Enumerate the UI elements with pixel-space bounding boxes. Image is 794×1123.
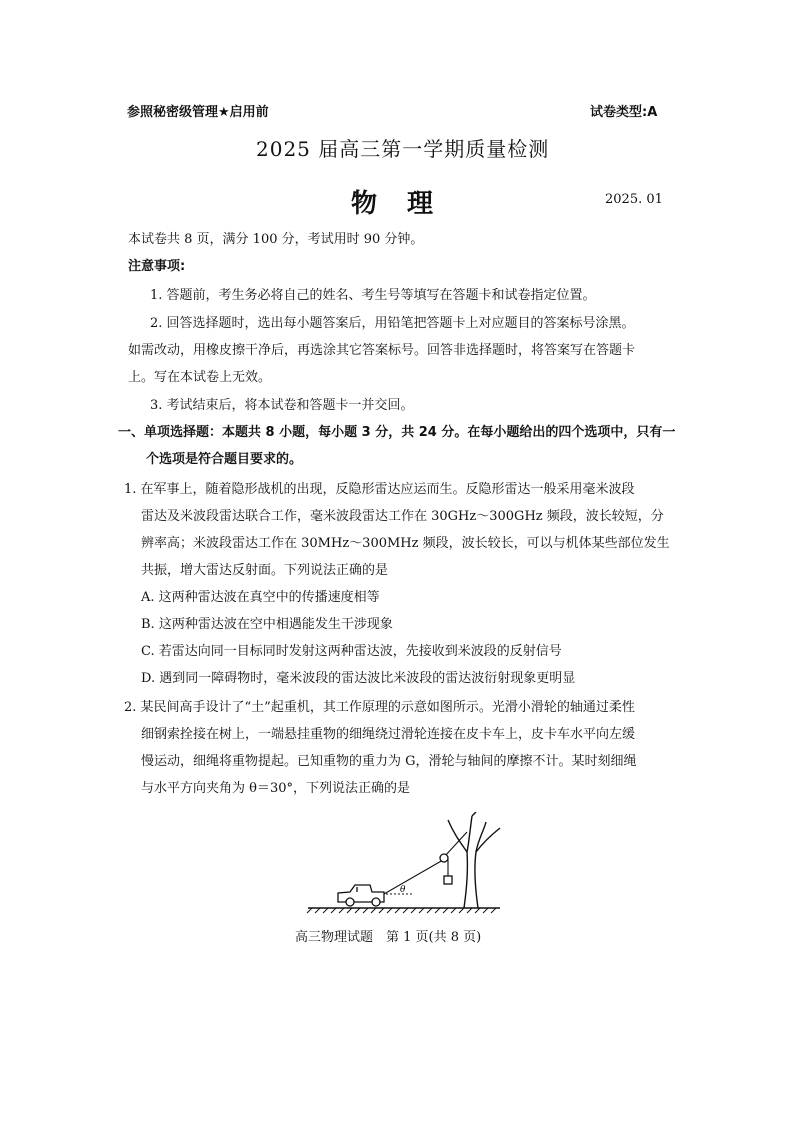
pickup-truck <box>338 885 384 906</box>
q1-option-c: C. 若雷达向同一目标同时发射这两种雷达波，先接收到米波段的反射信号 <box>141 644 562 659</box>
tree <box>448 812 500 908</box>
q1-option-b: B. 这两种雷达波在空中相遇能发生干涉现象 <box>141 617 393 632</box>
q2-line-1: 2. 某民间高手设计了“土”起重机，其工作原理的示意如图所示。光滑小滑轮的轴通过柔性 <box>124 700 635 715</box>
intro-text: 本试卷共 8 页，满分 100 分，考试用时 90 分钟。 <box>128 232 424 247</box>
notes-item-2-line-1: 2. 回答选择题时，选出每小题答案后，用铅笔把答题卡上对应题目的答案标号涂黑。 <box>150 316 635 331</box>
section-1-heading-line-2: 个选项是符合题目要求的。 <box>146 452 303 467</box>
confidentiality-label: 参照秘密级管理★启用前 <box>127 105 269 120</box>
paper-type-label: 试卷类型:A <box>590 105 658 120</box>
pulley <box>440 854 448 862</box>
q1-line-4: 共振，增大雷达反射面。下列说法正确的是 <box>141 563 389 578</box>
notes-item-2-line-3: 上。写在本试卷上无效。 <box>128 370 272 385</box>
ground-hatching <box>307 908 496 913</box>
q1-option-a: A. 这两种雷达波在真空中的传播速度相等 <box>141 590 380 605</box>
notes-heading: 注意事项: <box>128 259 186 274</box>
q1-line-1: 1. 在军事上，随着隐形战机的出现，反隐形雷达应运而生。反隐形雷达一般采用毫米波段 <box>124 482 635 497</box>
exam-title: 2025 届高三第一学期质量检测 <box>256 137 550 161</box>
exam-date: 2025. 01 <box>605 192 663 207</box>
notes-item-1: 1. 答题前，考生务必将自己的姓名、考生号等填写在答题卡和试卷指定位置。 <box>150 288 596 303</box>
crane-figure <box>300 812 510 917</box>
notes-item-3: 3. 考试结束后，将本试卷和答题卡一并交回。 <box>150 398 414 413</box>
q2-line-3: 慢运动，细绳将重物提起。已知重物的重力为 G，滑轮与轴间的摩擦不计。某时刻细绳 <box>141 754 637 769</box>
page-footer: 高三物理试题 第 1 页(共 8 页) <box>295 930 482 945</box>
section-1-heading-line-1: 一、单项选择题：本题共 8 小题，每小题 3 分，共 24 分。在每小题给出的四个选项中，只有一 <box>118 425 676 440</box>
q1-option-d: D. 遇到同一障碍物时，毫米波段的雷达波比米波段的雷达波衍射现象更明显 <box>141 671 576 686</box>
subject-title: 物 理 <box>351 189 436 219</box>
rope-to-truck <box>384 860 443 894</box>
exam-body <box>118 226 688 846</box>
notes-item-2-line-2: 如需改动，用橡皮擦干净后，再选涂其它答案标号。回答非选择题时，将答案写在答题卡 <box>128 343 636 358</box>
theta-label: θ <box>400 885 406 895</box>
weight-block <box>444 876 452 884</box>
q1-line-3: 辨率高；米波段雷达工作在 30MHz～300MHz 频段，波长较长，可以与机体某些部位发生 <box>141 536 670 551</box>
q2-line-4: 与水平方向夹角为 θ＝30°，下列说法正确的是 <box>141 781 411 796</box>
q2-line-2: 细钢索拴接在树上，一端悬挂重物的细绳绕过滑轮连接在皮卡车上，皮卡车水平向左缓 <box>141 727 636 742</box>
q1-line-2: 雷达及米波段雷达联合工作，毫米波段雷达工作在 30GHz～300GHz 频段，波长较短，分 <box>141 509 664 524</box>
